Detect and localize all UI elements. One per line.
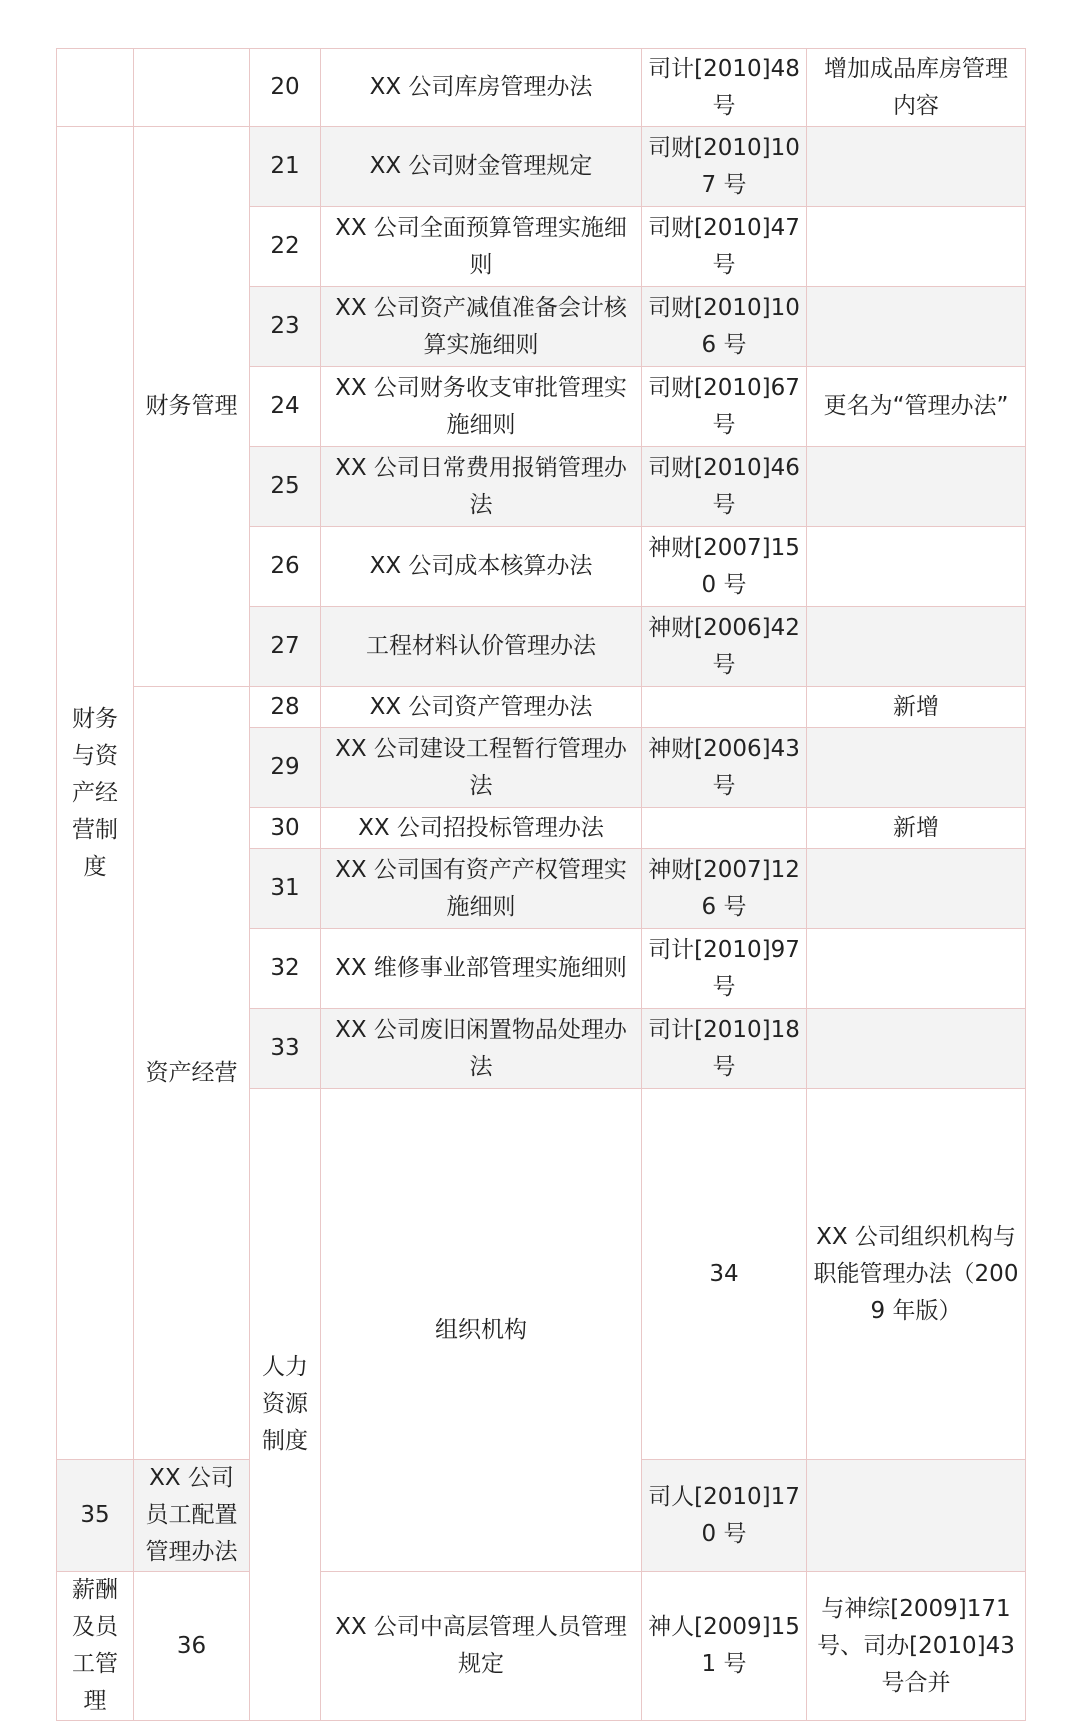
row-number: 35 [57,1460,134,1572]
document-number [642,808,807,849]
document-number: 司计[2010]48 号 [642,49,807,127]
remark [807,207,1026,287]
regulation-name: XX 公司组织机构与职能管理办法（2009 年版） [807,1089,1026,1460]
document-number: 司财[2010]46 号 [642,447,807,527]
regulation-name: XX 维修事业部管理实施细则 [321,929,642,1009]
document-number: 司财[2010]107 号 [642,127,807,207]
regulation-name: XX 公司资产减值准备会计核算实施细则 [321,287,642,367]
row-number: 20 [250,49,321,127]
document-number: 司计[2010]18 号 [642,1009,807,1089]
row-number: 36 [134,1572,250,1721]
regulation-name: XX 公司财务收支审批管理实施细则 [321,367,642,447]
row-number: 23 [250,287,321,367]
row-number: 33 [250,1009,321,1089]
regulation-name: XX 公司员工配置管理办法 [134,1460,250,1572]
row-number: 24 [250,367,321,447]
regulation-name: XX 公司全面预算管理实施细则 [321,207,642,287]
subcategory-cell-empty [134,49,250,127]
row-number: 30 [250,808,321,849]
remark [807,607,1026,687]
remark: 与神综[2009]171 号、司办[2010]43 号合并 [807,1572,1026,1721]
row-number: 21 [250,127,321,207]
regulation-name: XX 公司建设工程暂行管理办法 [321,728,642,808]
document-number: 司财[2010]47 号 [642,207,807,287]
document-number: 司人[2010]170 号 [642,1460,807,1572]
remark [807,127,1026,207]
row-number: 22 [250,207,321,287]
table-row [57,1572,1026,1721]
category-hr: 人力资源制度 [250,1089,321,1721]
category-cell-empty [57,49,134,127]
row-number: 32 [250,929,321,1009]
regulation-name: XX 公司成本核算办法 [321,527,642,607]
row-number: 29 [250,728,321,808]
document-number: 司财[2010]106 号 [642,287,807,367]
remark [807,929,1026,1009]
regulation-name: XX 公司财金管理规定 [321,127,642,207]
remark: 新增 [807,808,1026,849]
table-row [57,127,1026,207]
regulation-name: XX 公司废旧闲置物品处理办法 [321,1009,642,1089]
remark: 更名为“管理办法” [807,367,1026,447]
regulation-name: 工程材料认价管理办法 [321,607,642,687]
regulations-table [56,48,1026,1721]
document-number: 神人[2009]151 号 [642,1572,807,1721]
row-number: 27 [250,607,321,687]
row-number: 34 [642,1089,807,1460]
remark: 新增 [807,687,1026,728]
regulation-name: XX 公司资产管理办法 [321,687,642,728]
remark [807,447,1026,527]
remark [807,849,1026,929]
remark [807,527,1026,607]
row-number: 25 [250,447,321,527]
subcategory-asset-operations: 资产经营 [134,687,250,1460]
regulation-name: XX 公司国有资产产权管理实施细则 [321,849,642,929]
regulation-name: XX 公司中高层管理人员管理规定 [321,1572,642,1721]
document-number: 神财[2006]43 号 [642,728,807,808]
row-number: 31 [250,849,321,929]
row-number: 28 [250,687,321,728]
document-number [642,687,807,728]
regulation-name: XX 公司库房管理办法 [321,49,642,127]
remark: 增加成品库房管理内容 [807,49,1026,127]
row-number: 26 [250,527,321,607]
regulation-name: XX 公司招投标管理办法 [321,808,642,849]
regulation-name: XX 公司日常费用报销管理办法 [321,447,642,527]
document-number: 司计[2010]97 号 [642,929,807,1009]
remark [807,728,1026,808]
table-row [57,687,1026,728]
document-number: 神财[2007]150 号 [642,527,807,607]
subcategory-organization: 组织机构 [321,1089,642,1572]
category-finance: 财务与资产经营制度 [57,127,134,1460]
document-number: 神财[2007]126 号 [642,849,807,929]
document-number: 司财[2010]67 号 [642,367,807,447]
subcategory-salary-staff: 薪酬及员工管理 [57,1572,134,1721]
subcategory-finance-management: 财务管理 [134,127,250,687]
table-row [57,49,1026,127]
remark [807,1460,1026,1572]
remark [807,1009,1026,1089]
document-number: 神财[2006]42 号 [642,607,807,687]
remark [807,287,1026,367]
